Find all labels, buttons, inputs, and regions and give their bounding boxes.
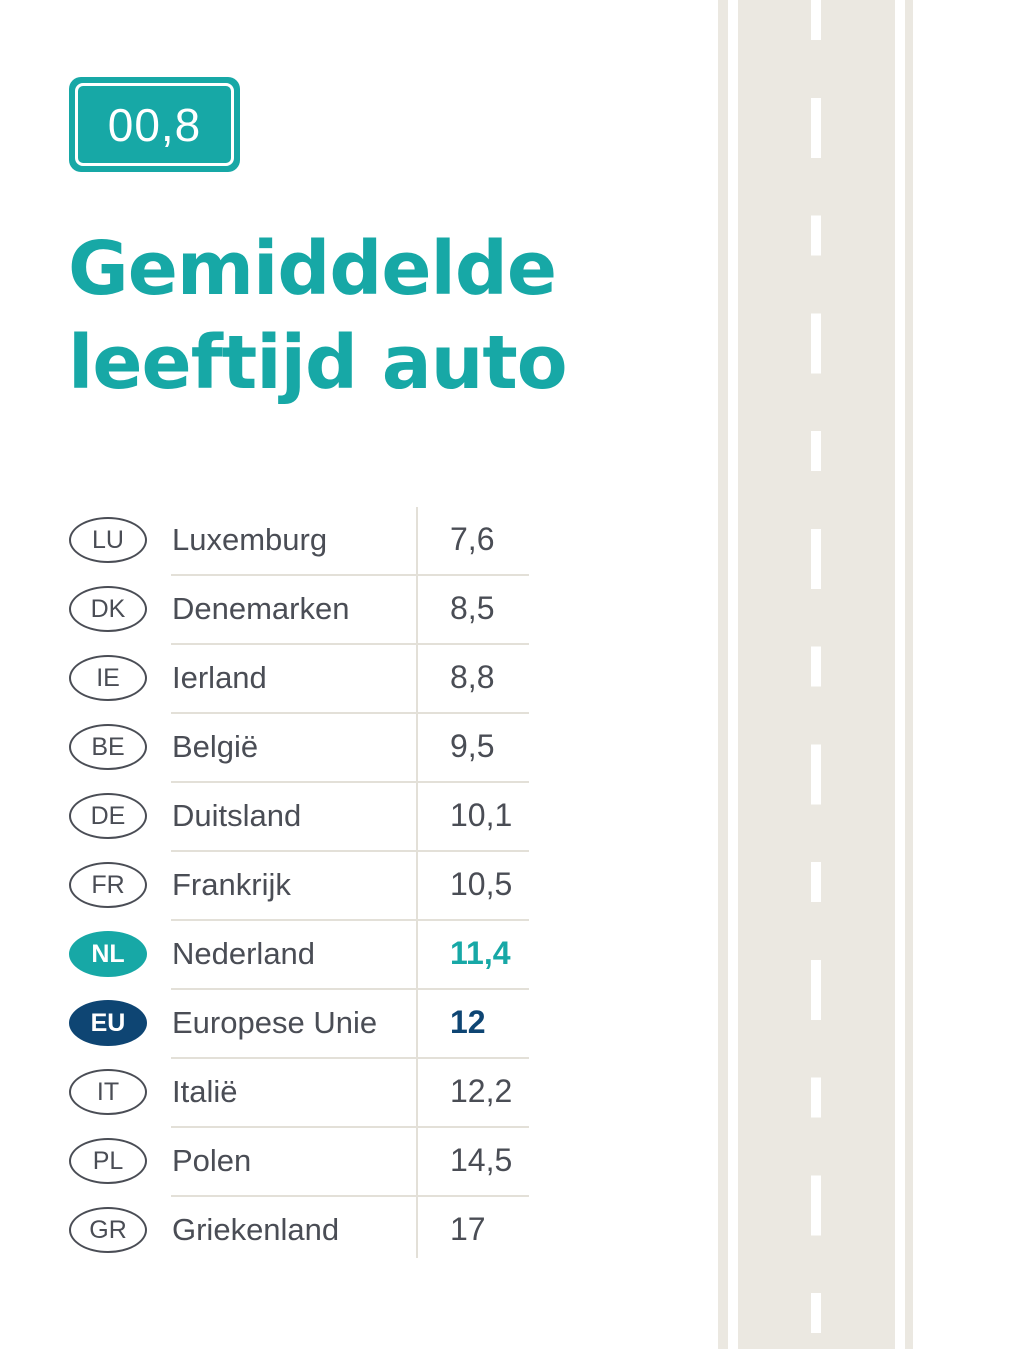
- country-code-badge: IT: [69, 1069, 147, 1115]
- country-name: Luxemburg: [172, 522, 328, 557]
- country-code-badge: FR: [69, 862, 147, 908]
- country-code-badge: PL: [69, 1138, 147, 1184]
- table-row: [69, 781, 529, 850]
- table-row-highlight-eu: [69, 988, 529, 1057]
- country-name: Frankrijk: [172, 867, 291, 902]
- country-name: Duitsland: [172, 798, 302, 833]
- country-name: Griekenland: [172, 1212, 340, 1247]
- country-name: Polen: [172, 1143, 252, 1178]
- page-title: [68, 222, 567, 410]
- country-name: Italië: [172, 1074, 238, 1109]
- country-name: Nederland: [172, 936, 316, 971]
- country-code-badge: DK: [69, 586, 147, 632]
- country-code-badge: LU: [69, 517, 147, 563]
- country-name: Denemarken: [172, 591, 350, 626]
- country-name: Europese Unie: [172, 1005, 378, 1040]
- table-row: [69, 505, 529, 574]
- country-name: Ierland: [172, 660, 267, 695]
- country-code-badge: GR: [69, 1207, 147, 1253]
- road-center-dashes: [811, 0, 821, 1349]
- country-code-badge: BE: [69, 724, 147, 770]
- age-value: 10,1: [450, 797, 513, 833]
- country-code-badge: NL: [69, 931, 147, 977]
- road-edge-line-left: [728, 0, 738, 1349]
- country-code-badge: EU: [69, 1000, 147, 1046]
- age-value: 11,4: [450, 935, 511, 971]
- road-illustration: [718, 0, 913, 1349]
- country-code-badge: DE: [69, 793, 147, 839]
- table-row: [69, 850, 529, 919]
- table-row: [69, 1195, 529, 1264]
- age-value: 12,2: [450, 1073, 513, 1109]
- age-value: 8,8: [450, 659, 495, 695]
- table-row: [69, 712, 529, 781]
- title-line-2: leeftijd auto: [68, 320, 567, 406]
- age-value: 17: [450, 1211, 486, 1247]
- title-line-1: Gemiddelde: [68, 226, 557, 312]
- age-value: 9,5: [450, 728, 495, 764]
- age-value: 10,5: [450, 866, 513, 902]
- table-row: [69, 1126, 529, 1195]
- age-value: 12: [450, 1004, 486, 1040]
- table-row-highlight-nl: [69, 919, 529, 988]
- age-value: 14,5: [450, 1142, 513, 1178]
- age-value: 7,6: [450, 521, 495, 557]
- age-value: 8,5: [450, 590, 495, 626]
- table-row: [69, 574, 529, 643]
- road-sign-badge: [69, 77, 240, 172]
- table-row: [69, 1057, 529, 1126]
- table-row: [69, 643, 529, 712]
- badge-value: 00,8: [75, 83, 234, 166]
- country-code-badge: IE: [69, 655, 147, 701]
- road-edge-line-right: [895, 0, 905, 1349]
- country-name: België: [172, 729, 259, 764]
